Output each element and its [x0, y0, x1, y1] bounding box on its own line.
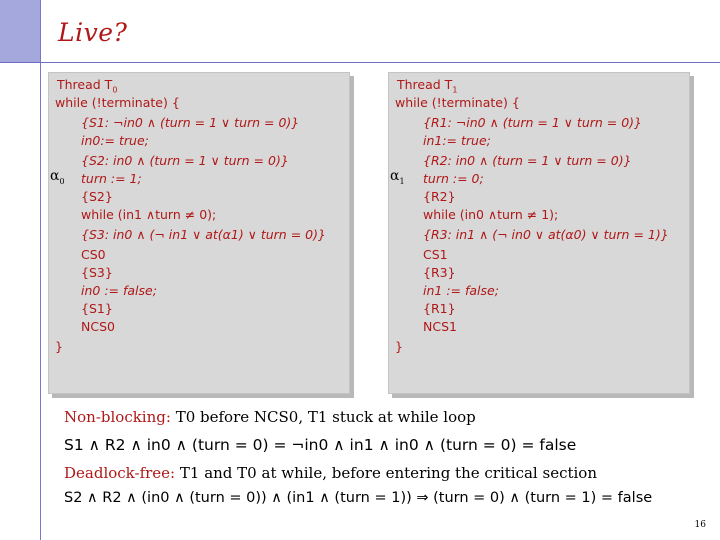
thread0-line-1: {S1: ¬in0 ∧ (turn = 1 ∨ turn = 0)} [81, 115, 300, 130]
formula-deadlock: S2 ∧ R2 ∧ (in0 ∧ (turn = 0)) ∧ (in1 ∧ (turn = 1)) ⇒ (turn = 0) ∧ (turn = 1) = false [64, 490, 653, 506]
thread1-line-7: {R3: in1 ∧ (¬ in0 ∨ at(α0) ∨ turn = 1)} [423, 227, 669, 242]
thread1-line-4: turn := 0; [423, 171, 484, 186]
alpha0-label: $\alpha_0$ [50, 168, 65, 186]
thread0-line-5: {S2} [81, 189, 113, 204]
deadlock-text: T1 and T0 at while, before entering the critical section [179, 464, 597, 482]
thread1-line-5: {R2} [423, 189, 456, 204]
nonblocking-note [64, 408, 476, 426]
thread0-line-6: while (in1 ∧turn ≠ 0); [81, 207, 217, 222]
corner-block [0, 0, 40, 63]
thread0-line-10: in0 := false; [81, 283, 157, 298]
thread1-line-11: {R1} [423, 301, 456, 316]
thread1-line-3: {R2: in0 ∧ (turn = 1 ∨ turn = 0)} [423, 153, 632, 168]
thread1-panel [388, 72, 690, 394]
left-sidebar [0, 0, 41, 540]
thread1-line-10: in1 := false; [423, 283, 499, 298]
slide-title: Live? [58, 18, 128, 47]
thread0-line-4: turn := 1; [81, 171, 142, 186]
thread1-line-9: {R3} [423, 265, 456, 280]
thread1-line-0: while (!terminate) { [395, 95, 520, 110]
thread1-line-1: {R1: ¬in0 ∧ (turn = 1 ∨ turn = 0)} [423, 115, 643, 130]
page-number: 16 [694, 520, 706, 530]
thread0-line-12: NCS0 [81, 319, 115, 334]
thread1-line-6: while (in0 ∧turn ≠ 1); [423, 207, 559, 222]
thread1-line-13: } [395, 339, 403, 354]
thread0-line-9: {S3} [81, 265, 113, 280]
thread1-header: Thread $T_1$ [397, 77, 458, 95]
thread0-header: Thread $T_0$ [57, 77, 118, 95]
title-divider [40, 62, 720, 63]
thread0-line-2: in0:= true; [81, 133, 149, 148]
thread1-line-12: NCS1 [423, 319, 457, 334]
thread1-line-8: CS1 [423, 247, 448, 262]
thread0-line-13: } [55, 339, 63, 354]
thread1-line-2: in1:= true; [423, 133, 491, 148]
deadlock-note [64, 464, 597, 482]
thread0-line-11: {S1} [81, 301, 113, 316]
thread0-panel [48, 72, 350, 394]
deadlock-label: Deadlock-free: [64, 464, 176, 482]
thread0-line-7: {S3: in0 ∧ (¬ in1 ∨ at(α1) ∨ turn = 0)} [81, 227, 326, 242]
thread0-line-0: while (!terminate) { [55, 95, 180, 110]
alpha1-label: $\alpha_1$ [390, 168, 405, 186]
formula-nonblocking: S1 ∧ R2 ∧ in0 ∧ (turn = 0) = ¬in0 ∧ in1 ∧ in0 ∧ (turn = 0) = false [64, 436, 577, 454]
thread0-line-3: {S2: in0 ∧ (turn = 1 ∨ turn = 0)} [81, 153, 289, 168]
nonblocking-text: T0 before NCS0, T1 stuck at while loop [175, 408, 476, 426]
thread0-line-8: CS0 [81, 247, 106, 262]
nonblocking-label: Non-blocking: [64, 408, 171, 426]
